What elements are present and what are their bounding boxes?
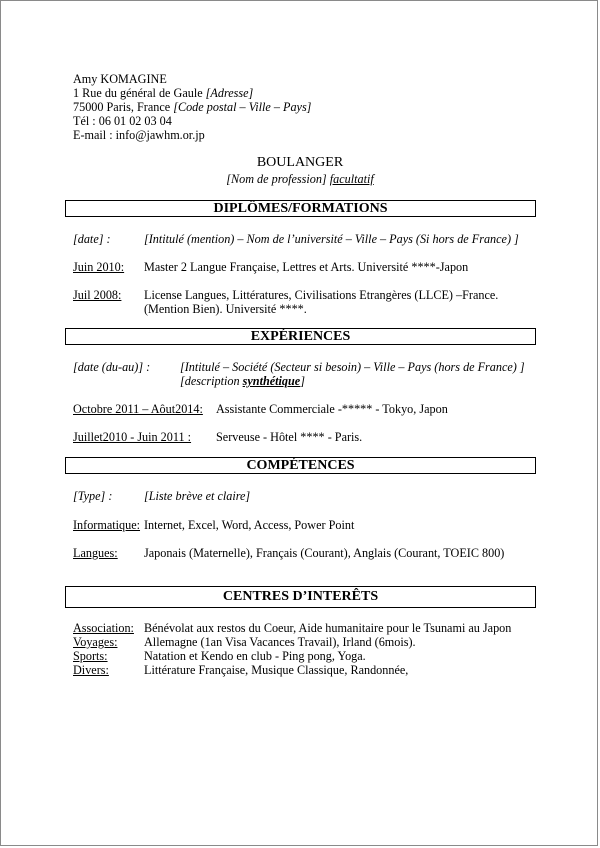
section-heading-experiences: EXPÉRIENCES xyxy=(65,328,536,345)
interet-text: Allemagne (1an Visa Vacances Travail), Irland (6mois). xyxy=(144,635,416,649)
template-desc-suffix: ] xyxy=(300,374,305,388)
profession-hint xyxy=(1,172,599,186)
city-hint: [Code postal – Ville – Pays] xyxy=(173,100,312,114)
profession-hint-prefix: [Nom de profession] xyxy=(226,172,330,186)
template-desc-prefix: [description xyxy=(180,374,243,388)
profession-title: BOULANGER xyxy=(256,155,344,170)
address-text: 1 Rue du général de Gaule xyxy=(73,86,206,100)
city-text: 75000 Paris, France xyxy=(73,100,174,114)
experience-date: Juillet2010 - Juin 2011 : xyxy=(73,430,192,444)
interet-text: Natation et Kendo en club - Ping pong, Yoga. xyxy=(144,649,366,663)
experience-date: Octobre 2011 – Aôut2014: xyxy=(73,402,203,416)
contact-phone: Tél : 06 01 02 03 04 xyxy=(73,114,172,128)
diplome-date: Juin 2010: xyxy=(73,260,125,274)
competence-label: Langues: xyxy=(73,546,118,560)
contact-city xyxy=(73,100,311,114)
competence-label: Informatique: xyxy=(73,518,141,532)
diplome-date: Juil 2008: xyxy=(73,288,122,302)
competence-text: Internet, Excel, Word, Access, Power Point xyxy=(144,518,355,532)
template-desc-bold: synthétique xyxy=(242,374,301,388)
interet-text: Bénévolat aux restos du Coeur, Aide humanitaire pour le Tsunami au Japon xyxy=(144,621,512,635)
section-heading-competences: COMPÉTENCES xyxy=(65,457,536,474)
interet-label: Voyages: xyxy=(73,635,118,649)
profession-hint-suffix: facultatif xyxy=(329,172,374,186)
competence-text: Japonais (Maternelle), Français (Courant), Anglais (Courant, TOEIC 800) xyxy=(144,546,505,560)
diplome-text: License Langues, Littératures, Civilisations Etrangères (LLCE) –France. xyxy=(144,288,499,302)
contact-address xyxy=(73,86,253,100)
experience-template-date: [date (du-au)] : xyxy=(73,360,151,374)
experience-text: Assistante Commerciale -***** - Tokyo, Japon xyxy=(216,402,448,416)
experience-template-line1: [Intitulé – Société (Secteur si besoin) – Ville – Pays (hors de France) ] xyxy=(180,360,525,374)
diplome-template-text: [Intitulé (mention) – Nom de l’université – Ville – Pays (Si hors de France) ] xyxy=(144,232,519,246)
interet-label: Association: xyxy=(73,621,134,635)
experience-template-line2 xyxy=(180,374,305,388)
contact-name: Amy KOMAGINE xyxy=(73,72,167,86)
experience-text: Serveuse - Hôtel **** - Paris. xyxy=(216,430,363,444)
section-heading-interets: CENTRES D’INTERÊTS xyxy=(65,586,536,608)
competence-template-type: [Type] : xyxy=(73,489,113,503)
diplome-text: Master 2 Langue Française, Lettres et Arts. Université ****-Japon xyxy=(144,260,469,274)
address-hint: [Adresse] xyxy=(205,86,254,100)
interet-label: Divers: xyxy=(73,663,109,677)
competence-template-text: [Liste brève et claire] xyxy=(144,489,251,503)
diplome-template-date: [date] : xyxy=(73,232,111,246)
interet-label: Sports: xyxy=(73,649,108,663)
diplome-text-line2: (Mention Bien). Université ****. xyxy=(144,302,307,316)
contact-email: E-mail : info@jawhm.or.jp xyxy=(73,128,205,142)
section-heading-diplomes: DIPLÔMES/FORMATIONS xyxy=(65,200,536,217)
interet-text: Littérature Française, Musique Classique, Randonnée, xyxy=(144,663,409,677)
